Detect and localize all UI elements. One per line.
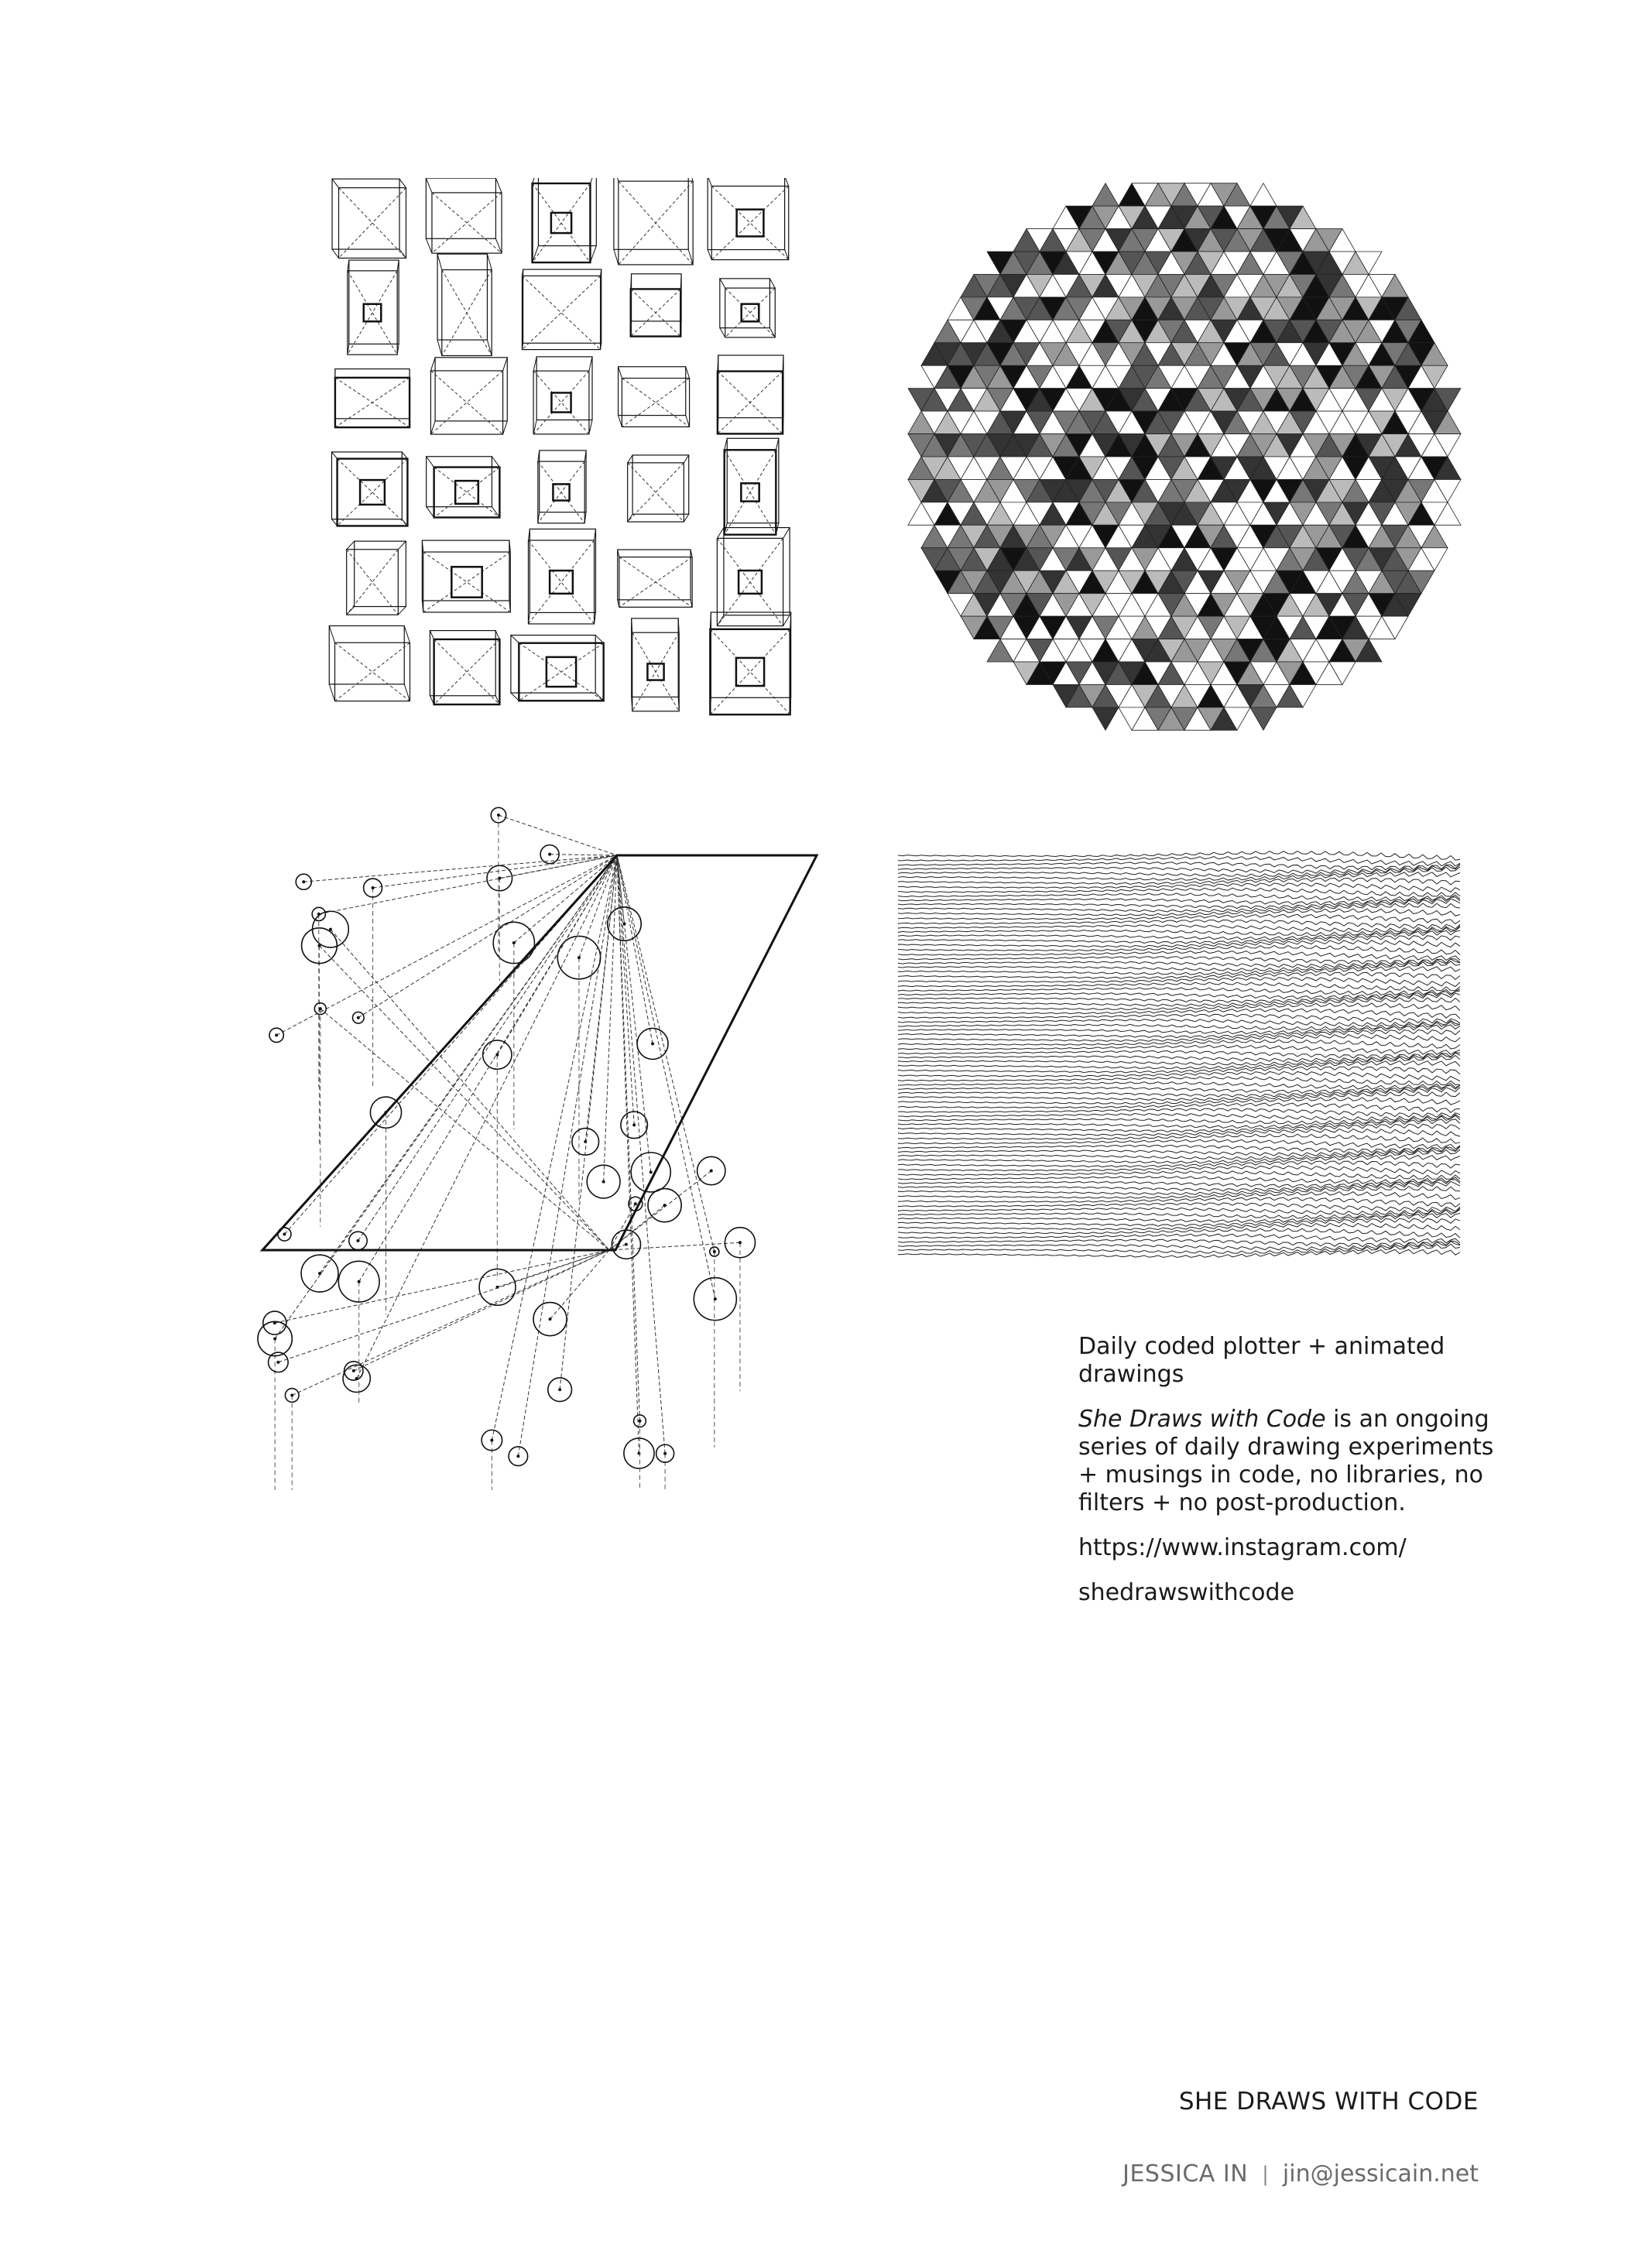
circles-and-lines-artwork [252,793,840,1490]
instagram-link-part2[interactable]: shedrawswithcode [1078,1579,1295,1606]
series-text: is an ongoing series of daily drawing experiments + musings in code, no libraries, no filters + no post-production. [1078,1406,1494,1516]
series-title: She Draws with Code [1078,1406,1326,1433]
description-body [1078,1406,1496,1517]
triangulated-sphere-drawing [890,174,1479,739]
wavy-lines-artwork [898,848,1463,1262]
circles-and-lines-drawing [252,793,840,1490]
author-email[interactable]: jin@jessicain.net [1282,2160,1479,2187]
instagram-link-part1[interactable]: https://www.instagram.com/ [1078,1534,1407,1561]
description-heading: Daily coded plotter + animated drawings [1078,1333,1445,1388]
project-description [1078,1333,1496,1624]
triangulated-sphere-artwork [890,174,1479,739]
author-name: JESSICA IN [1122,2160,1249,2187]
footer-project-title: SHE DRAWS WITH CODE [1178,2088,1479,2116]
wireframe-cubes-artwork [325,178,797,720]
footer-separator: | [1262,2162,1269,2186]
footer-contact [1122,2160,1479,2187]
wavy-lines-drawing [898,848,1463,1262]
wireframe-cubes-drawing [325,178,797,720]
